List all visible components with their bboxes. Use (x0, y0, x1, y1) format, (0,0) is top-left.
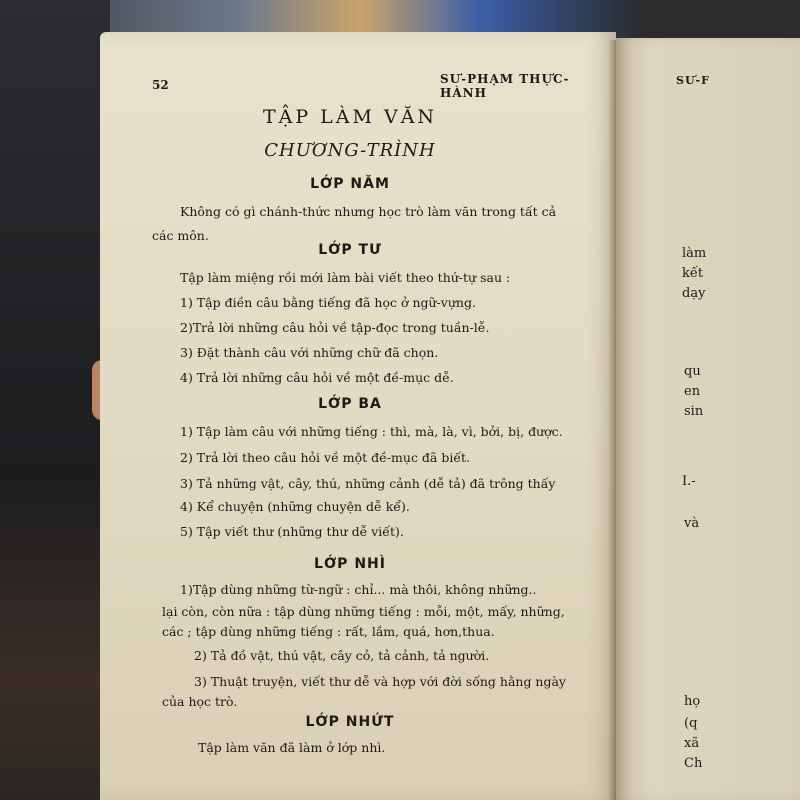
running-head: SƯ-PHẠM THỰC-HÀNH (440, 72, 570, 100)
heading-lop-ba: LỚP BA (318, 396, 382, 412)
fragment: xã (684, 736, 700, 751)
heading-lop-tu: LỚP TƯ (318, 242, 382, 258)
fragment: dạy (682, 286, 706, 301)
fragment: en (684, 384, 701, 399)
fragment: (q (684, 716, 698, 731)
text-line: 5) Tập viết thư (những thư dễ viết). (180, 524, 404, 539)
text-line: 3) Đặt thành câu với những chữ đã chọn. (180, 345, 439, 360)
page-number: 52 (152, 78, 169, 92)
text-line: 3) Tả những vật, cây, thú, những cảnh (dễ tả) đã trông thấy (180, 476, 556, 491)
text-line: các ; tập dùng những tiếng : rất, lắm, quá, hơn,thua. (162, 624, 495, 639)
text-line: lại còn, còn nữa : tập dùng những tiếng : mỗi, một, mấy, những, (162, 604, 565, 619)
fragment: và (684, 516, 700, 531)
text-line: 1)Tập dùng những từ-ngữ : chỉ... mà thôi, không những.. (180, 582, 537, 597)
fragment: kết (682, 266, 704, 281)
page-subtitle: CHƯƠNG-TRÌNH (264, 140, 436, 161)
right-page (616, 38, 800, 800)
text-line: Tập làm miệng rồi mới làm bài viết theo thứ-tự sau : (180, 270, 511, 285)
text-line: Không có gì chánh-thức nhưng học trò làm văn trong tất cả (180, 204, 557, 219)
fragment: Ch (684, 756, 703, 771)
heading-lop-nhi: LỚP NHÌ (314, 556, 386, 572)
text-line: 2)Trả lời những câu hỏi về tập-đọc trong tuần-lễ. (180, 320, 490, 335)
fragment: họ (684, 694, 701, 709)
text-line: 4) Kể chuyện (những chuyện dễ kể). (180, 499, 410, 514)
text-line: của học trò. (162, 694, 238, 709)
page-title: TẬP LÀM VĂN (262, 106, 438, 128)
fragment: làm (682, 246, 707, 261)
text-line: 4) Trả lời những câu hỏi về một đề-mục dễ. (180, 370, 454, 385)
fragment: I.- (682, 474, 696, 489)
heading-lop-nam: LỚP NĂM (310, 176, 390, 192)
left-page (100, 32, 616, 800)
text-line: 1) Tập điền câu bằng tiếng đã học ở ngữ-vựng. (180, 295, 476, 310)
fragment: qu (684, 364, 701, 379)
heading-lop-nhut: LỚP NHỨT (305, 714, 395, 730)
text-line: 1) Tập làm câu với những tiếng : thì, mà, là, vì, bởi, bị, được. (180, 424, 563, 439)
text-line: 2) Tả đồ vật, thú vật, cây cỏ, tả cảnh, tả người. (194, 648, 490, 663)
text-line: 3) Thuật truyện, viết thư dễ và hợp với đời sống hằng ngày (194, 674, 566, 689)
text-line: 2) Trả lời theo câu hỏi về một đề-mục đã biết. (180, 450, 471, 465)
fragment: sin (684, 404, 704, 419)
right-running-head: SƯ-F (676, 74, 710, 87)
text-line: các môn. (152, 228, 209, 243)
text-line: Tập làm văn đã làm ở lớp nhì. (198, 740, 386, 755)
